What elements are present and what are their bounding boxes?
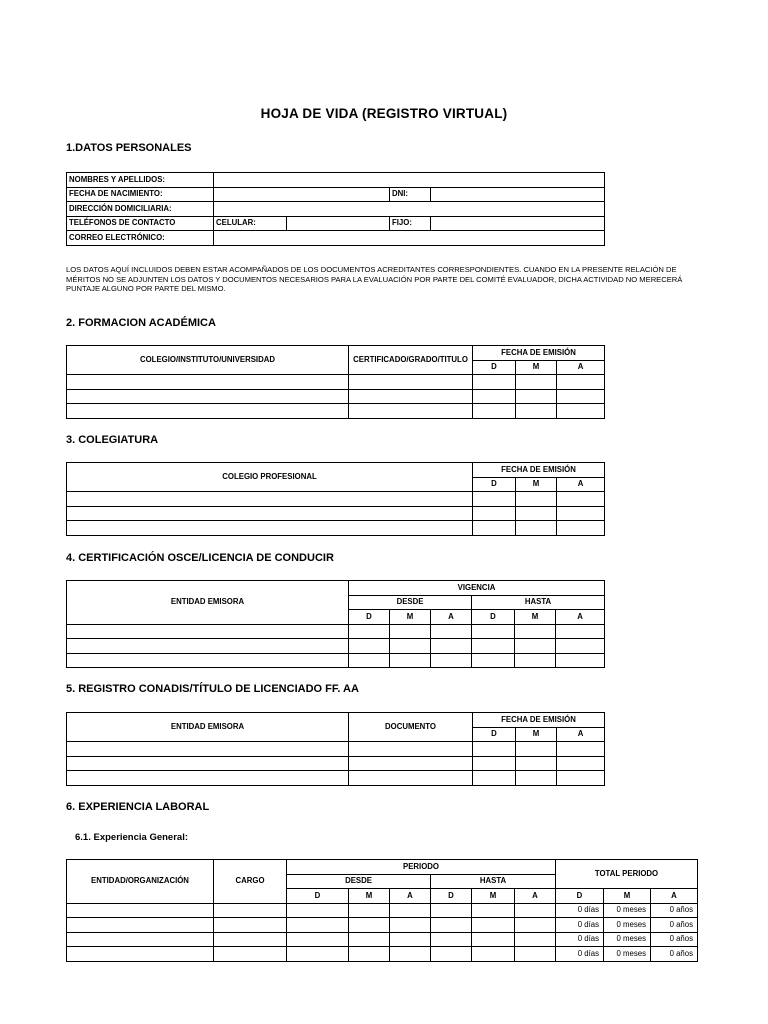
dni-field[interactable] [431,187,605,202]
correo-field[interactable] [214,231,605,246]
col-header-hasta: HASTA [431,874,556,889]
table-row[interactable] [67,521,605,536]
nombres-label: NOMBRES Y APELLIDOS: [67,173,214,188]
table-row [67,202,605,217]
col-header-d: D [472,610,515,625]
total-dias: 0 días [556,903,604,918]
direccion-field[interactable] [214,202,605,217]
col-header-a: A [515,889,556,904]
col-header-fecha-emision: FECHA DE EMISIÓN [473,463,605,478]
col-header-d: D [556,889,604,904]
disclaimer-note: LOS DATOS AQUÍ INCLUIDOS DEBEN ESTAR ACOMPAÑADOS DE LOS DOCUMENTOS ACREDITANTES CORRESPONDIENTES. CUANDO EN LA PRESENTE RELACIÓN DE MÉRITOS NO SE ADJUNTEN LOS DATOS Y DOCUMENTOS NECESARIOS PARA LA EVALUACIÓN POR PARTE DEL COMITÉ EVALUADOR, DICHA ACTIVIDAD NO MERECERÁ PUNTAJE ALGUNO POR PARTE DEL MISMO. [66,265,683,294]
section-heading-experiencia: 6. EXPERIENCIA LABORAL [66,801,210,813]
col-header-a: A [557,477,605,492]
certificacion-table [66,580,605,668]
direccion-label: DIRECCIÓN DOMICILIARIA: [67,202,214,217]
col-header-documento: DOCUMENTO [349,713,473,742]
telefonos-label: TELÉFONOS DE CONTACTO [67,216,214,231]
celular-label: CELULAR: [214,216,287,231]
table-row [67,187,605,202]
col-header-d: D [287,889,349,904]
col-header-a: A [557,360,605,375]
datos-personales-table [66,172,605,246]
section-heading-certificacion: 4. CERTIFICACIÓN OSCE/LICENCIA DE CONDUCIR [66,552,334,564]
col-header-periodo: PERIODO [287,860,556,875]
table-row[interactable] [67,624,605,639]
fijo-label: FIJO: [390,216,431,231]
col-header-m: M [516,727,557,742]
total-anos: 0 años [651,947,698,962]
nombres-field[interactable] [214,173,605,188]
table-row[interactable] [67,375,605,390]
dni-label: DNI: [390,187,431,202]
total-dias: 0 días [556,947,604,962]
col-header-total-periodo: TOTAL PERIODO [556,860,698,889]
col-header-entidad: ENTIDAD/ORGANIZACIÓN [67,860,214,904]
table-row[interactable] [67,389,605,404]
total-anos: 0 años [651,932,698,947]
col-header-fecha-emision: FECHA DE EMISIÓN [473,713,605,728]
colegiatura-table [66,462,605,536]
fecha-nacimiento-field[interactable] [214,187,390,202]
col-header-hasta: HASTA [472,595,605,610]
table-row[interactable] [67,947,698,962]
subsection-heading-experiencia-general: 6.1. Experiencia General: [75,832,189,843]
total-dias: 0 días [556,918,604,933]
col-header-m: M [516,360,557,375]
total-meses: 0 meses [604,932,651,947]
page-title: HOJA DE VIDA (REGISTRO VIRTUAL) [260,106,508,121]
col-header-cargo: CARGO [214,860,287,904]
total-meses: 0 meses [604,918,651,933]
section-heading-datos-personales: 1.DATOS PERSONALES [66,142,192,154]
total-meses: 0 meses [604,903,651,918]
col-header-colegio-profesional: COLEGIO PROFESIONAL [67,463,473,492]
fecha-nacimiento-label: FECHA DE NACIMIENTO: [67,187,214,202]
col-header-entidad-emisora: ENTIDAD EMISORA [67,713,349,742]
col-header-m: M [604,889,651,904]
table-row[interactable] [67,903,698,918]
col-header-m: M [515,610,556,625]
col-header-desde: DESDE [287,874,431,889]
col-header-a: A [390,889,431,904]
table-row[interactable] [67,492,605,507]
fijo-field[interactable] [431,216,605,231]
col-header-d: D [473,477,516,492]
table-row[interactable] [67,653,605,668]
table-row[interactable] [67,639,605,654]
table-row[interactable] [67,756,605,771]
total-dias: 0 días [556,932,604,947]
col-header-m: M [349,889,390,904]
table-row [67,216,605,231]
col-header-d: D [431,889,472,904]
total-meses: 0 meses [604,947,651,962]
table-row[interactable] [67,771,605,786]
total-anos: 0 años [651,918,698,933]
section-heading-colegiatura: 3. COLEGIATURA [66,434,159,446]
col-header-desde: DESDE [349,595,472,610]
col-header-vigencia: VIGENCIA [349,581,605,596]
correo-label: CORREO ELECTRÓNICO: [67,231,214,246]
table-row[interactable] [67,404,605,419]
col-header-d: D [349,610,390,625]
table-row[interactable] [67,506,605,521]
col-header-m: M [390,610,431,625]
col-header-m: M [472,889,515,904]
col-header-colegio: COLEGIO/INSTITUTO/UNIVERSIDAD [67,346,349,375]
col-header-entidad-emisora: ENTIDAD EMISORA [67,581,349,625]
table-row[interactable] [67,918,698,933]
table-row [67,173,605,188]
total-anos: 0 años [651,903,698,918]
col-header-d: D [473,360,516,375]
table-row[interactable] [67,932,698,947]
col-header-a: A [557,727,605,742]
celular-field[interactable] [287,216,390,231]
col-header-a: A [556,610,605,625]
col-header-m: M [516,477,557,492]
col-header-fecha-emision: FECHA DE EMISIÓN [473,346,605,361]
col-header-certificado: CERTIFICADO/GRADO/TITULO [349,346,473,375]
section-heading-conadis: 5. REGISTRO CONADIS/TÍTULO DE LICENCIADO FF. AA [66,683,359,695]
formacion-table [66,345,605,419]
table-row [67,231,605,246]
col-header-a: A [651,889,698,904]
table-row[interactable] [67,742,605,757]
section-heading-formacion: 2. FORMACION ACADÉMICA [66,317,216,329]
conadis-table [66,712,605,786]
col-header-d: D [473,727,516,742]
col-header-a: A [431,610,472,625]
experiencia-table [66,859,698,962]
